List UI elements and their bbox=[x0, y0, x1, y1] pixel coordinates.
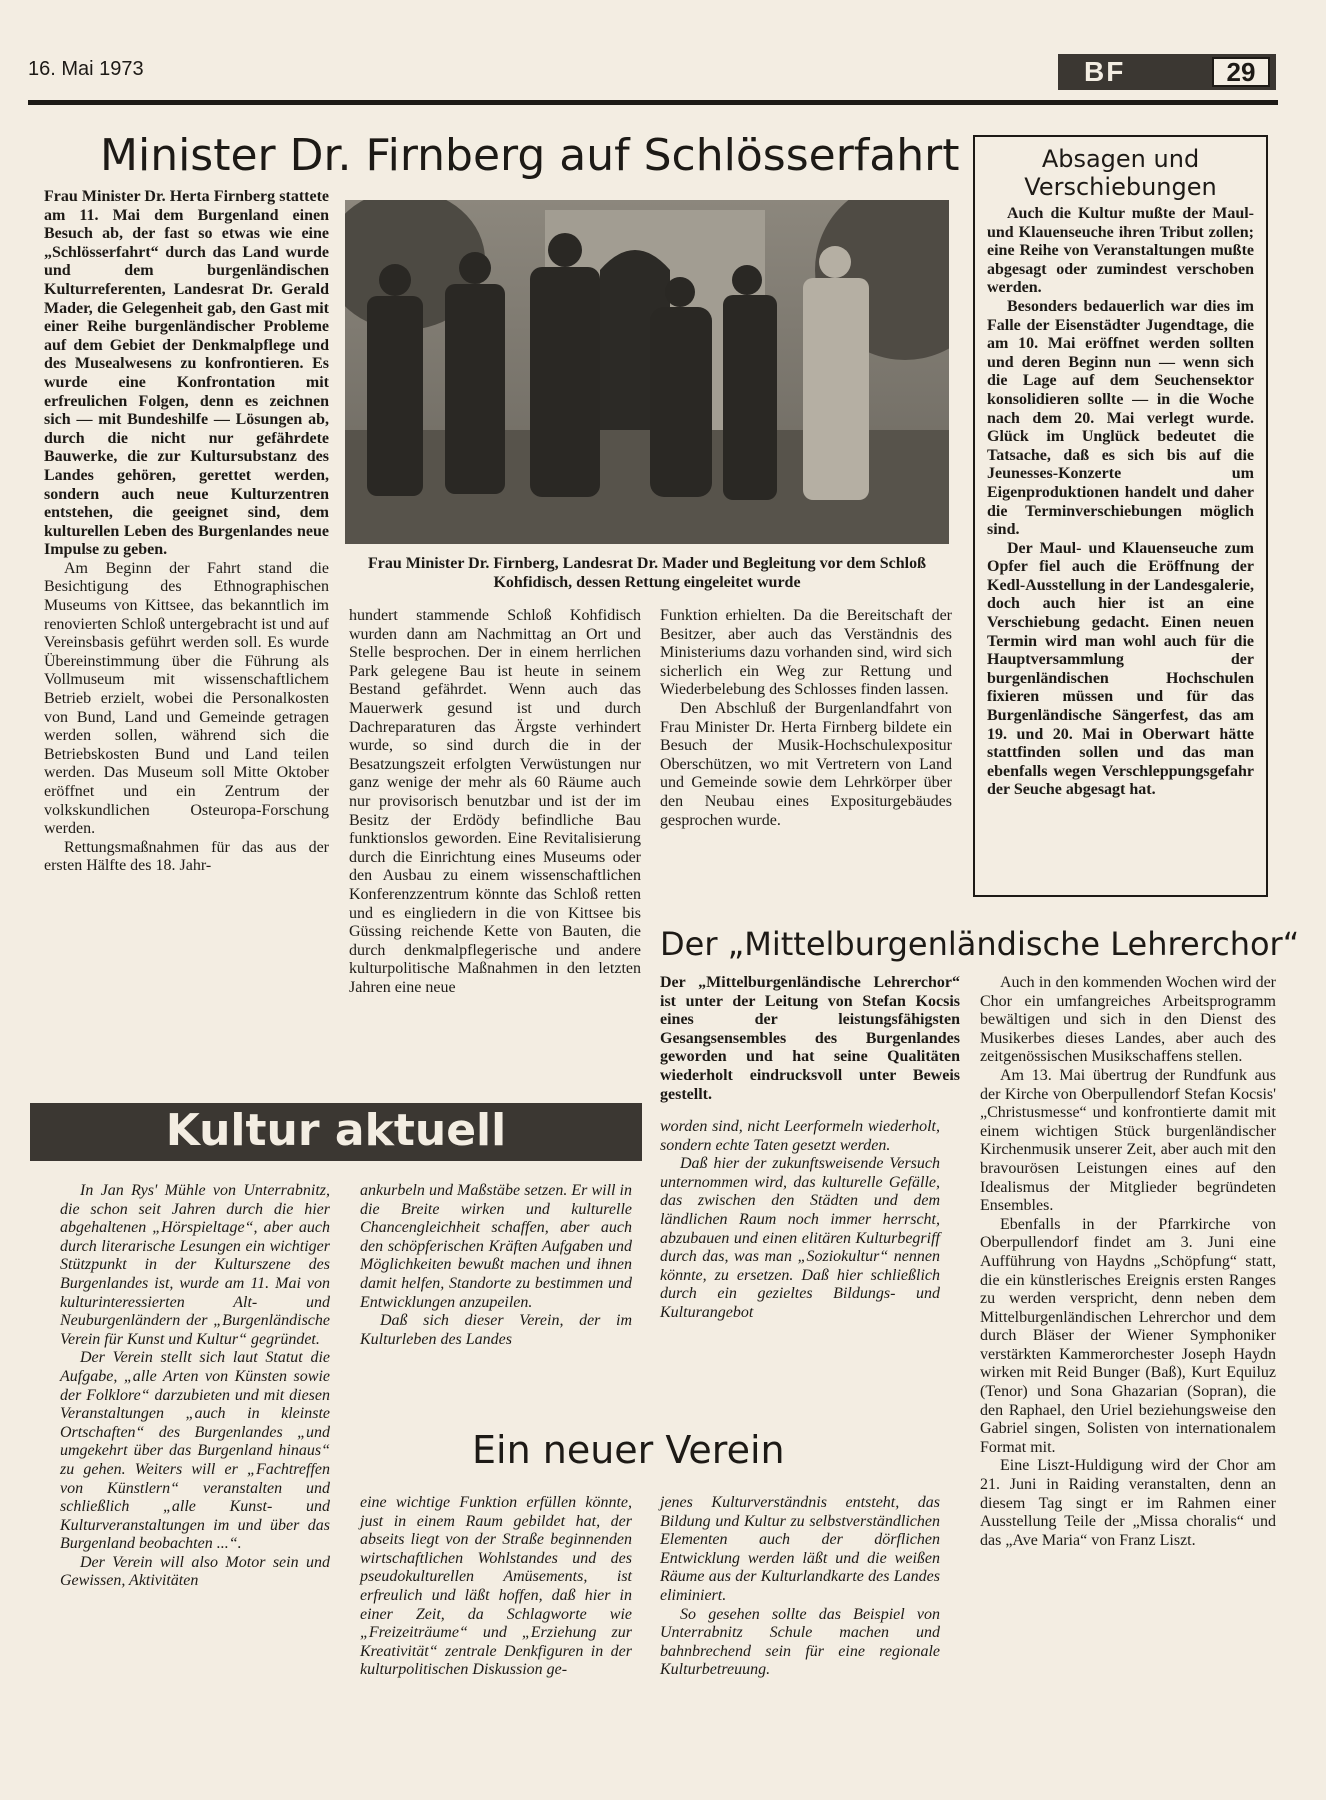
main-article-column-3 bbox=[660, 607, 952, 830]
main-article-paragraph: Rettungsmaßnahmen für das aus der ersten Hälfte des 18. Jahr- bbox=[44, 838, 329, 875]
choir-lead: Der „Mittelburgenländische Lehrerchor“ ist unter der Leitung von Stefan Kocsis eines der leistungsfähigsten Gesangsensembles des Burgenlandes geworden und hat seine Qualitäten wiederholt eindrucksvoll unter Beweis gestellt. bbox=[660, 974, 960, 1103]
main-article-paragraph: Am Beginn der Fahrt stand die Besichtigung des Ethnographischen Museums von Kittsee, das bekanntlich im renovierten Schloß untergebracht ist und auf Vereinsbasis geführt werden soll. Es wurde Übereinstimmung über die Führung als Vollmuseum mit wissenschaftlichem Betrieb erzielt, wobei die Personalkosten von Bund, Land und Gemeinde getragen werden sollen, während sich die Betriebskosten Bund und Land teilen werden. Das Museum soll Mitte Oktober eröffnet und ein Zentrum der volkskundlichen Osteuropa-Forschung werden. bbox=[44, 559, 329, 838]
main-article-lead: Frau Minister Dr. Herta Firnberg stattete am 11. Mai dem Burgenland einen Besuch ab, der fast so etwas wie eine „Schlösserfahrt“ durch das Land wurde und dem burgenländischen Kulturreferenten, Landesrat Dr. Gerald Mader, die Gelegenheit gab, den Gast mit einer Reihe burgenländischer Probleme auf dem Gebiet der Denkmalpflege und des Musealwesens zu konfrontieren. Es wurde eine Konfrontation mit erfreulichen Folgen, denn es zeichnen sich — mit Bundeshilfe — Lösungen ab, durch die nicht nur gefährdete Bauwerke, die zur Kultursubstanz des Landes gehören, gerettet werden, sondern auch neue Kulturzentren entstehen, die geeignet sind, dem kulturellen Leben des Burgenlandes neue Impulse zu geben. bbox=[44, 188, 329, 559]
photo-caption: Frau Minister Dr. Firnberg, Landesrat Dr. Mader und Begleitung vor dem Schloß Kohfidisch, dessen Rettung eingeleitet wurde bbox=[368, 555, 926, 591]
choir-headline: Der „Mittelburgenländische Lehrerchor“ bbox=[660, 925, 1300, 963]
kultur-column-2-bottom bbox=[360, 1494, 632, 1680]
kultur-paragraph: So gesehen sollte das Beispiel von Unterrabnitz Schule machen und bahnbrechend sein für eine regionale Kulturbetreuung. bbox=[660, 1605, 940, 1679]
photo-illustration bbox=[345, 200, 949, 544]
kultur-column-2-top bbox=[360, 1182, 632, 1349]
box-title-line: Absagen und bbox=[1041, 145, 1200, 173]
logo-text: BF bbox=[1084, 56, 1126, 87]
kultur-paragraph: worden sind, nicht Leerformeln wiederholt, sondern echte Taten gesetzt werden. bbox=[660, 1118, 940, 1154]
kultur-paragraph: eine wichtige Funktion erfüllen könnte, just in einem Raum gebildet hat, der abseits liegt von der Straße beginnenden wirtschaftlichen Wohlstandes und des pseudokulturellen Amüsements, ist erfreulich und läßt hoffen, daß hier in einer Zeit, da Schlagworte wie „Freizeiträume“ und „Erziehung zur Kreativität“ zentrale Denkfiguren in der kulturpolitischen Diskussion ge- bbox=[360, 1494, 632, 1679]
issue-date: 16. Mai 1973 bbox=[28, 58, 144, 80]
choir-column-right bbox=[980, 974, 1276, 1550]
box-body bbox=[987, 205, 1254, 800]
main-article-column-1 bbox=[44, 188, 329, 876]
choir-lead-column bbox=[660, 974, 960, 1104]
banner-title: Kultur aktuell bbox=[165, 1105, 507, 1156]
main-article-paragraph: Den Abschluß der Burgenlandfahrt von Frau Minister Dr. Herta Firnberg bildete ein Besuch der Musik-Hochschulexpositur Oberschützen, wo mit Vertretern von Land und Gemeinde sowie dem Lehrkörper über den Neubau eines Expositurgebäudes gesprochen wurde. bbox=[660, 699, 952, 829]
main-article-column-2 bbox=[349, 607, 641, 997]
box-title bbox=[987, 145, 1254, 201]
kultur-paragraph: Der Verein stellt sich laut Statut die Aufgabe, „alle Arten von Künsten sowie der Folklore“ darzubieten und mit diesen Veranstaltungen „auch in kleinste Ortschaften“ des Burgenlandes „und umgekehrt über das Burgenland hinaus“ zu gehen. Weiters will er „Fachtreffen von Künstlern“ veranstalten und schließlich „alle Kunst- und Kulturveranstaltungen im und über das Burgenland beobachten ...“. bbox=[60, 1349, 330, 1553]
kultur-subheadline: Ein neuer Verein bbox=[472, 1428, 785, 1472]
kultur-paragraph: Daß sich dieser Verein, der im Kulturleben des Landes bbox=[360, 1312, 632, 1348]
choir-paragraph: Auch in den kommenden Wochen wird der Chor ein umfangreiches Arbeitsprogramm bewältigen und sich in den Dienst des Musikerbes dieses Landes, aber auch des zeitgenössischen Musikschaffens stellen. bbox=[980, 974, 1276, 1066]
main-headline: Minister Dr. Firnberg auf Schlösserfahrt bbox=[100, 130, 960, 181]
kultur-paragraph: jenes Kulturverständnis entsteht, das Bildung und Kultur zu selbstverständlichen Elementen auch der dörflichen Entwicklung werden läßt und die weißen Räume aus der Kulturlandkarte des Landes eliminiert. bbox=[660, 1494, 940, 1604]
kultur-paragraph: Daß hier der zukunftsweisende Versuch unternommen wird, das kulturelle Gefälle, das zwischen den Städten und dem ländlichen Raum noch immer herrscht, abzubauen und einen elitären Kulturbegriff durch das, was man „Soziokultur“ nennen könnte, zu ersetzen. Daß hier schließlich durch ein gezieltes Bildungs- und Kulturangebot bbox=[660, 1155, 940, 1321]
news-photo bbox=[345, 200, 949, 544]
kultur-column-3-top bbox=[660, 1118, 940, 1323]
publication-logo bbox=[1058, 54, 1276, 90]
choir-paragraph: Eine Liszt-Huldigung wird der Chor am 21. Juni in Raiding veranstalten, denn an diesem Tag singt er im Rahmen einer Ausstellung Teile der „Missa choralis“ und das „Ave Maria“ von Franz Liszt. bbox=[980, 1457, 1276, 1549]
choir-paragraph: Am 13. Mai übertrug der Rundfunk aus der Kirche von Oberpullendorf Stefan Kocsis' „Christusmesse“ und konfrontierte damit mit einem wichtigen Stück burgenländischer Kirchenmusik unserer Zeit, aber auch mit den bravourösen Leistungen eines auf den Idealismus der Mitglieder begründeten Ensembles. bbox=[980, 1066, 1276, 1215]
kultur-column-3-bottom bbox=[660, 1494, 940, 1680]
box-paragraph: Der Maul- und Klauenseuche zum Opfer fiel auch die Eröffnung der Kedl-Ausstellung in der Landesgalerie, doch auch hier ist an eine Verschiebung gedacht. Einen neuen Termin wird man wohl auch für die Hauptversammlung der burgenländischen Hochschulen fixieren müssen und für das Burgenländische Sängerfest, das am 19. und 20. Mai in Oberwart hätte stattfinden sollen und das man ebenfalls wegen Verschleppungsgefahr der Seuche abgesagt hat. bbox=[987, 539, 1254, 799]
choir-paragraph: Ebenfalls in der Pfarrkirche von Oberpullendorf findet am 3. Juni eine Aufführung von Haydns „Schöpfung“ statt, die ein künstlerisches Ereignis ersten Ranges zu werden verspricht, denn neben dem Mittelburgenländischen Lehrerchor und dem durch Bläser der Wiener Symphoniker verstärkten Kammerorchester Joseph Haydn wirken mit Reid Bunger (Baß), Kurt Equiluz (Tenor) und Sona Ghazarian (Sopran), die den Raphael, den Uriel beziehungsweise den Gabriel singen, Solisten von internationalem Format mit. bbox=[980, 1215, 1276, 1456]
cancellations-box bbox=[973, 135, 1268, 897]
kultur-column-1 bbox=[60, 1182, 330, 1591]
box-paragraph: Auch die Kultur mußte der Maul- und Klauenseuche ihren Tribut zollen; eine Reihe von Veranstaltungen mußte abgesagt oder zumindest verschoben werden. bbox=[987, 205, 1254, 297]
kultur-paragraph: ankurbeln und Maßstäbe setzen. Er will in die Breite wirken und kulturelle Chancengleichheit schaffen, aber auch den schöpferischen Kräften Aufgaben und Möglichkeiten bewußt machen und ihnen damit helfen, Standorte zu bestimmen und Entwicklungen anzupeilen. bbox=[360, 1182, 632, 1311]
kultur-paragraph: In Jan Rys' Mühle von Unterrabnitz, die schon seit Jahren durch die hier abgehaltenen „Hörspieltage“, aber auch durch literarische Lesungen ein wichtiger Stützpunkt in der Kulturszene des Burgenlandes ist, wurde am 11. Mai von kulturinteressierten Alt- und Neuburgenländern der „Burgenländische Verein für Kunst und Kultur“ gegründet. bbox=[60, 1182, 330, 1348]
box-title-line: Verschiebungen bbox=[1024, 173, 1217, 201]
kultur-aktuell-banner bbox=[30, 1103, 642, 1161]
box-paragraph: Besonders bedauerlich war dies im Falle der Eisenstädter Jugendtage, die am 10. Mai eröffnet werden sollten und deren Beginn nun — wenn sich die Lage auf dem Seuchensektor konsolidieren sollte — in die Woche nach dem 20. Mai verlegt wurde. Glück im Unglück bedeutet die Tatsache, daß es sich bis auf die Jeunesses-Konzerte um Eigenproduktionen handelt und daher die Terminverschiebungen möglich sind. bbox=[987, 297, 1254, 539]
main-article-paragraph: Funktion erhielten. Da die Bereitschaft der Besitzer, aber auch das Verständnis des Ministeriums dazu vorhanden sind, wird sich sicherlich ein Weg zur Rettung und Wiederbelebung des Schlosses finden lassen. bbox=[660, 607, 952, 699]
kultur-paragraph: Der Verein will also Motor sein und Gewissen, Aktivitäten bbox=[60, 1553, 330, 1590]
main-article-paragraph: hundert stammende Schloß Kohfidisch wurden dann am Nachmittag an Ort und Stelle besprochen. Der in einem herrlichen Park gelegene Bau ist heute in seinem Bestand gefährdet. Wenn auch das Mauerwerk gesund ist und durch Dachreparaturen das Ärgste verhindert wurde, so sind durch die in der Besatzungszeit erfolgten Verwüstungen nur ganz wenige der mehr als 60 Räume auch nur provisorisch benutzbar und ist der im Besitz der Erdödy befindliche Bau funktionslos geworden. Eine Revitalisierung durch die Einrichtung eines Museums oder den Ausbau zu einem wissenschaftlichen Konferenzzentrum könnte das Schloß retten und es eingliedern in die von Kittsee bis Güssing reichende Kette von Bauten, die durch denkmalpflegerische und andere kulturpolitische Maßnahmen in den letzten Jahren eine neue bbox=[349, 607, 641, 996]
page-number: 29 bbox=[1212, 57, 1270, 87]
header-rule bbox=[28, 100, 1278, 105]
